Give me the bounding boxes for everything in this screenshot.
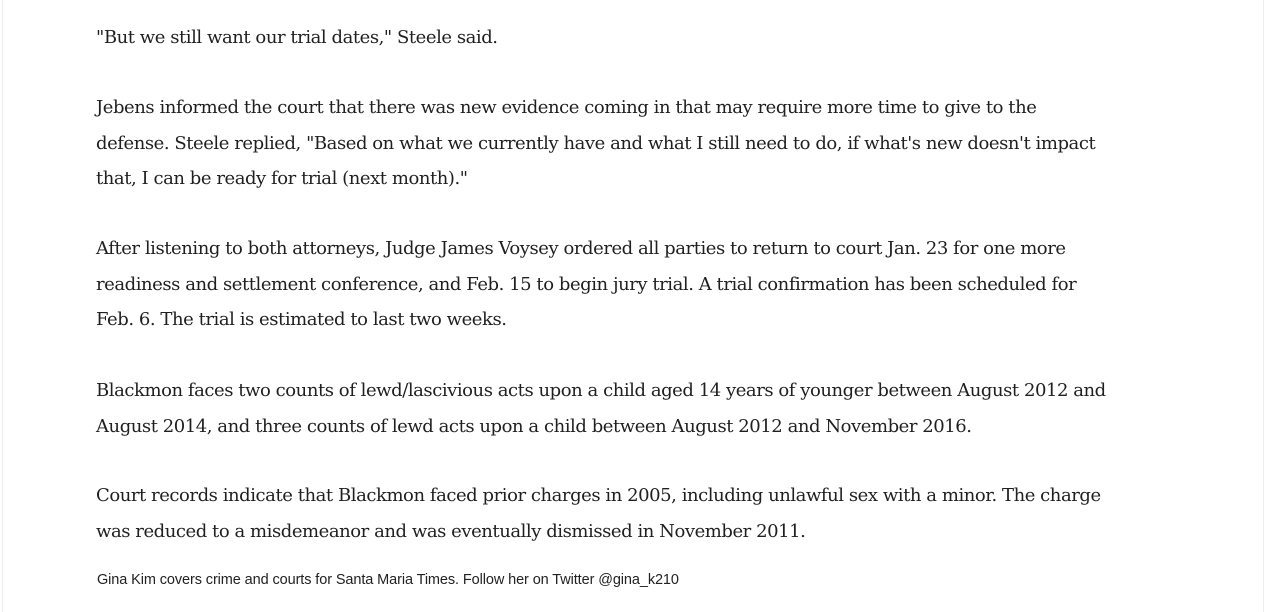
paragraph-line: Court records indicate that Blackmon faced prior charges in 2005, including unlawful sex with a minor. The charge [96, 485, 1101, 506]
paragraph-line: August 2014, and three counts of lewd acts upon a child between August 2012 and November 2016. [96, 415, 972, 437]
paragraph-steele-quote [96, 20, 498, 56]
paragraph-line: Blackmon faces two counts of lewd/lascivious acts upon a child aged 14 years of younger between August 2012 and [96, 380, 1106, 401]
paragraph-line: was reduced to a misdemeanor and was eventually dismissed in November 2011. [96, 520, 806, 542]
paragraph-prior-charges [96, 478, 1101, 549]
paragraph-judge-order [96, 231, 1076, 338]
paragraph-line: Jebens informed the court that there was new evidence coming in that may require more time to give to the [96, 97, 1037, 118]
paragraph-line: After listening to both attorneys, Judge James Voysey ordered all parties to return to court Jan. 23 for one more [96, 238, 1066, 259]
paragraph-line: readiness and settlement conference, and Feb. 15 to begin jury trial. A trial confirmation has been scheduled for [96, 273, 1077, 295]
paragraph-charges [96, 373, 1106, 444]
author-byline: Gina Kim covers crime and courts for Santa Maria Times. Follow her on Twitter @gina_k210 [97, 572, 679, 588]
paragraph-new-evidence [96, 90, 1095, 197]
paragraph-line: "But we still want our trial dates," Steele said. [96, 27, 498, 48]
paragraph-line: Feb. 6. The trial is estimated to last two weeks. [96, 309, 507, 330]
paragraph-line: defense. Steele replied, "Based on what we currently have and what I still need to do, if what's new doesn't impact [96, 132, 1096, 154]
paragraph-line: that, I can be ready for trial (next month)." [96, 168, 468, 189]
page-left-edge [2, 0, 3, 612]
page-right-edge [1263, 0, 1264, 612]
